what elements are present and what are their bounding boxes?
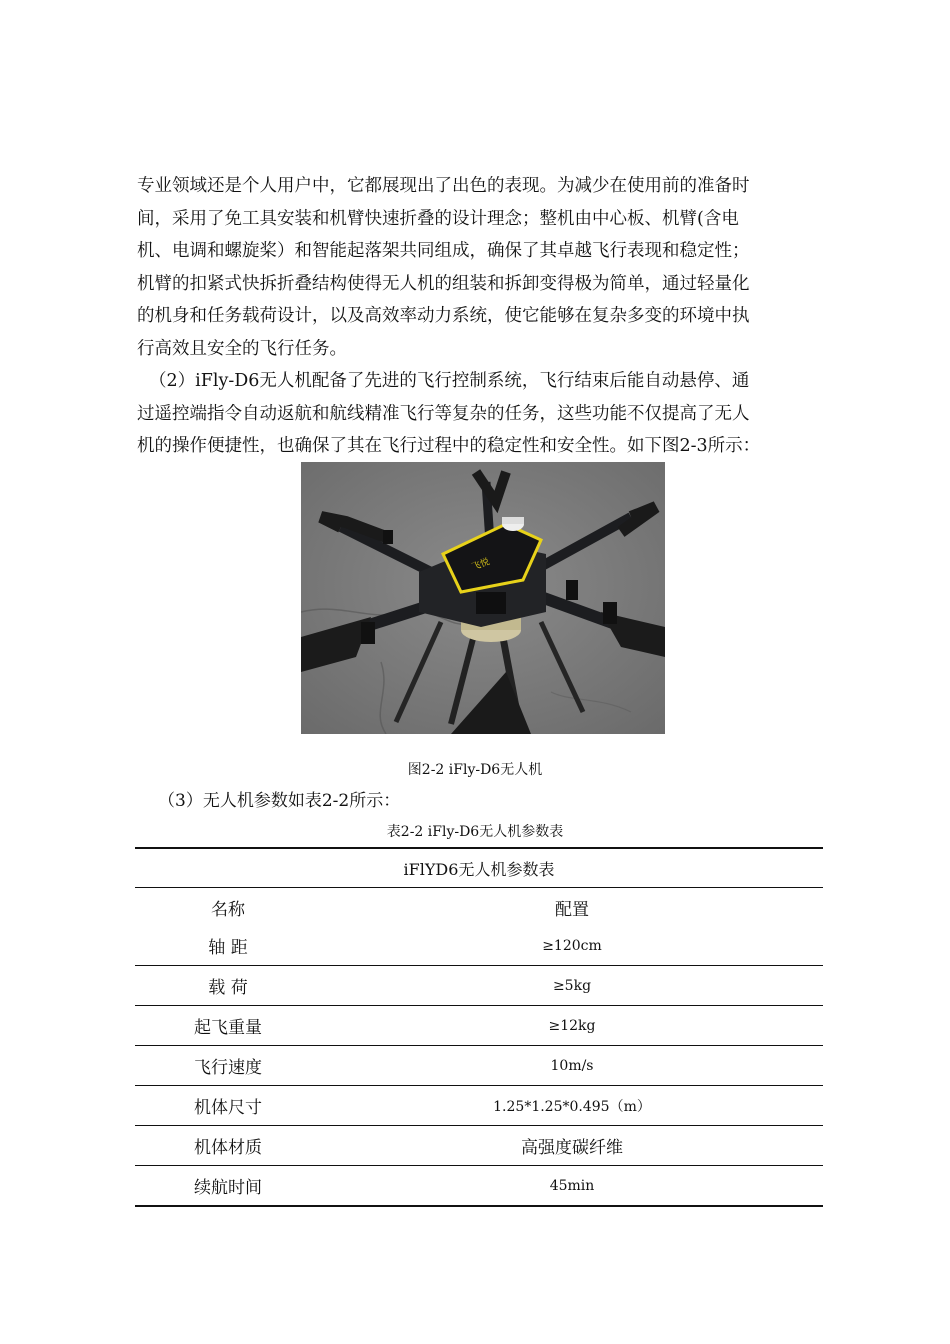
table-title-row [135,848,823,888]
text-line: （2）iFly-D6无人机配备了先进的飞行控制系统，飞行结束后能自动悬停、通 [149,371,750,391]
text-line: 过遥控端指令自动返航和航线精准飞行等复杂的任务，这些功能不仅提高了无人 [137,403,750,424]
param-value: ≥120cm [321,926,823,966]
text-line: 的机身和任务载荷设计，以及高效率动力系统，使它能够在复杂多变的环境中执 [137,306,750,326]
paragraph-flight-control [137,365,823,463]
param-name: 轴 距 [135,926,321,966]
table-row [135,926,823,966]
param-value: 10m/s [321,1046,823,1086]
text-line: 机的操作便捷性，也确保了其在飞行过程中的稳定性和安全性。如下图2-3所示： [137,436,761,456]
table-title: iFlYD6无人机参数表 [135,848,823,888]
table-row [135,1166,823,1207]
svg-text:飞悦: 飞悦 [470,557,491,573]
text-line: 间，采用了免工具安装和机臂快速折叠的设计理念；整机由中心板、机臂(含电 [137,208,739,229]
figure-caption: 图2-2 iFly-D6无人机 [407,762,543,778]
param-value: 45min [321,1166,823,1207]
table-row [135,1046,823,1086]
table-header-row [135,888,823,927]
table-row [135,1086,823,1126]
param-name: 机体材质 [135,1126,321,1166]
table-row [135,1126,823,1166]
text-line: 专业领域还是个人用户中，它都展现出了出色的表现。为减少在使用前的准备时 [137,176,750,196]
drone-photo [301,462,665,734]
text-line: 行高效且安全的飞行任务。 [137,338,347,359]
spec-table [135,847,823,1207]
text-line: 机臂的扣紧式快拆折叠结构使得无人机的组装和拆卸变得极为简单，通过轻量化 [137,273,750,294]
param-value: ≥12kg [321,1006,823,1046]
paragraph-continuation [137,170,823,365]
param-name: 飞行速度 [135,1046,321,1086]
header-config: 配置 [555,899,589,920]
text-line: 机、电调和螺旋桨）和智能起落架共同组成，确保了其卓越飞行表现和稳定性； [137,241,750,261]
list-item-3: （3）无人机参数如表2-2所示： [158,791,401,811]
table-row [135,1006,823,1046]
drone-illustration [301,462,665,734]
param-name: 载 荷 [135,966,321,1006]
table-row [135,966,823,1006]
param-value: 高强度碳纤维 [321,1126,823,1166]
param-name: 起飞重量 [135,1006,321,1046]
table-caption: 表2-2 iFly-D6无人机参数表 [386,824,564,840]
param-value: ≥5kg [321,966,823,1006]
param-name: 机体尺寸 [135,1086,321,1126]
param-value: 1.25*1.25*0.495（m） [321,1086,823,1126]
param-name: 续航时间 [135,1166,321,1207]
header-name: 名称 [211,899,245,920]
